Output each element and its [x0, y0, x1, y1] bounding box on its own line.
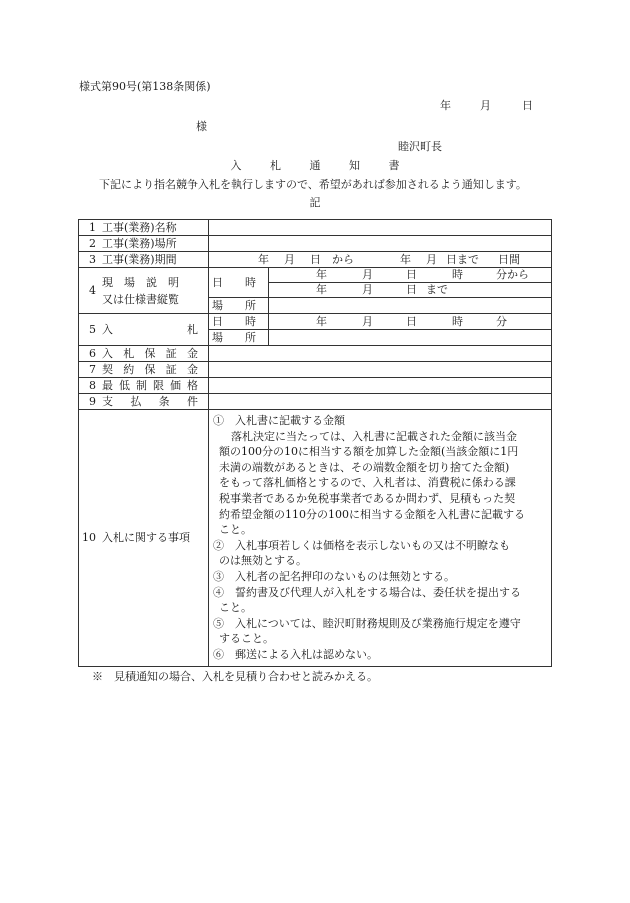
table-row [79, 220, 552, 236]
row-label: 1 工事(業務)名称 [79, 220, 209, 236]
row-value [209, 378, 552, 394]
date-day-unit: 日 [522, 99, 533, 112]
row-label: 9 支 払 条 件 [79, 394, 209, 410]
ki-heading: 記 [309, 196, 321, 209]
issuer: 睦沢町長 [398, 140, 442, 153]
notice-table [78, 219, 552, 667]
row-label: 5 入 札 [79, 314, 209, 346]
table-row [79, 346, 552, 362]
row-label: 4 現 場 説 明 又は仕様書縦覧 [79, 268, 209, 314]
row-value [209, 220, 552, 236]
title-char: 通 [309, 159, 321, 172]
row-label-text: 支 払 条 件 [102, 394, 198, 408]
table-row [79, 394, 552, 410]
row-label-text: 契 約 保 証 金 [102, 362, 198, 376]
title-char: 札 [270, 159, 281, 172]
title-char: 書 [388, 159, 400, 172]
row-value [209, 236, 552, 252]
document-title [0, 159, 630, 173]
row-label: 3 工事(業務)期間 [79, 252, 209, 268]
row-value [269, 298, 552, 314]
table-row [79, 410, 552, 667]
title-char: 入 [230, 159, 242, 172]
table-row [79, 314, 552, 330]
row-value: 年 月 日 から 年 月 日まで 日間 [209, 252, 552, 268]
row-label: 7 契 約 保 証 金 [79, 362, 209, 378]
addressee: 様 [196, 120, 207, 133]
row-label: 8 最 低 制 限 価 格 [79, 378, 209, 394]
row-value [209, 346, 552, 362]
row-value: 年 月 日 時 分から [269, 268, 552, 283]
date-month-unit: 月 [480, 99, 491, 112]
title-char: 知 [349, 159, 360, 172]
row-label: 6 入 札 保 証 金 [79, 346, 209, 362]
row-label: 2 工事(業務)場所 [79, 236, 209, 252]
intro-text: 下記により指名競争入札を執行しますので、希望があれば参加されるよう通知します。 [99, 178, 527, 191]
table-row [79, 362, 552, 378]
sub-label: 日 時 [209, 314, 269, 330]
row-label: 10 入札に関する事項 [79, 410, 209, 667]
table-row [79, 252, 552, 268]
row-label-text: 入 札 保 証 金 [102, 346, 198, 360]
footnote: ※ 見積通知の場合、入札を見積り合わせと読みかえる。 [92, 670, 378, 683]
bidding-terms: ① 入札書に記載する金額 落札決定に当たっては、入札書に記載された金額に該当金 額の100分の10に相当する額を加算した金額(当該金額に1円 未満の端数があるときは、その端数金額を切り捨てた金額) をもって落札価格とするので、入札者は、消費税に係わる課 税事業者であるか免税事業者であるか問わず、見積もった契 約希望金額の110分の100に相当する金額を入札書に記載する こと。 ② 入札事項若しくは価格を表示しないもの又は不明瞭なも のは無効とする。 ③ 入札者の記名押印のないものは無効とする。 ④ 誓約書及び代理人が入札をする場合は、委任状を提出する こと。 ⑤ 入札については、睦沢町財務規則及び業務施行規定を遵守 すること。 ⑥ 郵送による入札は認めない。 [209, 410, 552, 667]
table-row [79, 268, 552, 283]
table-row [79, 378, 552, 394]
row-label-text: 最 低 制 限 価 格 [102, 378, 198, 392]
row-value [209, 362, 552, 378]
sub-label: 場 所 [209, 298, 269, 314]
date-year-unit: 年 [440, 99, 451, 112]
row-value: 年 月 日 まで [269, 283, 552, 298]
row-value [209, 394, 552, 410]
row-value: 年 月 日 時 分 [269, 314, 552, 330]
sub-label: 日 時 [209, 268, 269, 298]
table-row [79, 236, 552, 252]
form-number: 様式第90号(第138条関係) [79, 80, 211, 93]
date-line [440, 99, 533, 113]
row-value [269, 330, 552, 346]
sub-label: 場 所 [209, 330, 269, 346]
